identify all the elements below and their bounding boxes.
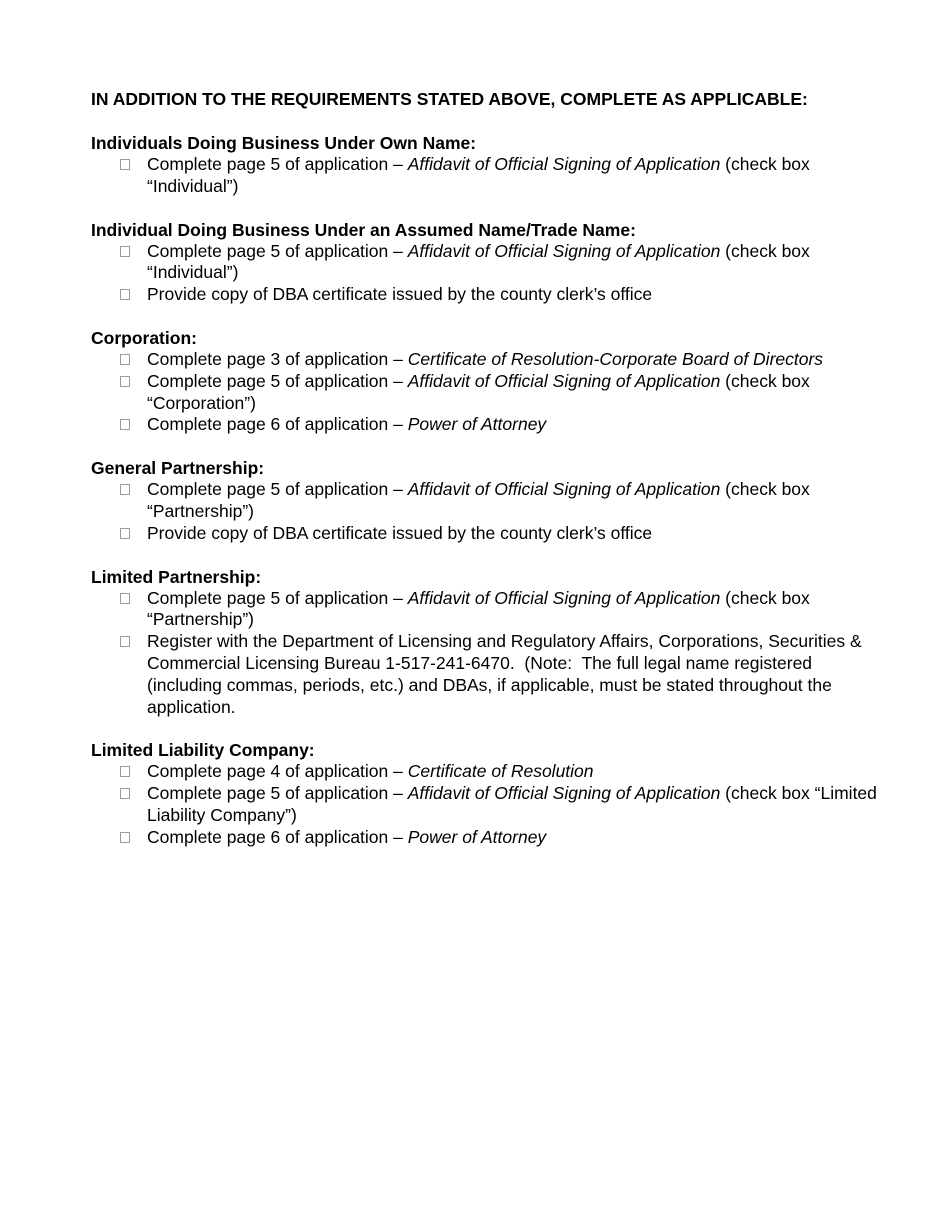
checkbox-icon[interactable] — [120, 528, 130, 539]
item-note: (check box “Limited Liability Company”) — [147, 783, 877, 825]
section — [91, 132, 891, 198]
checkbox-icon[interactable] — [120, 419, 130, 430]
checklist — [91, 479, 891, 544]
checkbox-icon[interactable] — [120, 593, 130, 604]
checkbox-icon[interactable] — [120, 246, 130, 257]
checkbox-icon[interactable] — [120, 159, 130, 170]
item-form-title: Affidavit of Official Signing of Application — [407, 783, 721, 804]
item-text: Complete page 5 of application – — [147, 370, 408, 391]
item-text: Complete page 5 of application – — [147, 240, 408, 261]
checklist-item — [91, 523, 891, 545]
item-text: Complete page 6 of application – — [147, 826, 408, 847]
section — [91, 457, 891, 544]
checkbox-icon[interactable] — [120, 289, 130, 300]
item-note: (check box “Partnership”) — [147, 479, 810, 521]
item-text: Provide copy of DBA certificate issued by the county clerk’s office — [147, 522, 653, 543]
checklist — [91, 241, 891, 306]
item-note: (check box “Individual”) — [147, 154, 810, 196]
section — [91, 327, 891, 436]
checklist-item — [91, 783, 891, 827]
checklist-item — [91, 371, 891, 415]
item-text: Complete page 5 of application – — [147, 479, 408, 500]
section — [91, 219, 891, 306]
checklist-item — [91, 827, 891, 849]
item-form-title: Certificate of Resolution — [407, 761, 594, 782]
checklist — [91, 349, 891, 436]
item-text: Complete page 5 of application – — [147, 587, 408, 608]
item-text: Register with the Department of Licensing and Regulatory Affairs, Corporations, Securities & Commercial Licensing Bureau 1-517-241-6470. (Note: The full legal name registered (including commas, periods, etc.) and DBAs, if applicable, must be stated throughout the application. — [147, 631, 862, 717]
checklist-item — [91, 414, 891, 436]
item-text: Complete page 5 of application – — [147, 783, 408, 804]
checklist — [91, 761, 891, 848]
section-title: Limited Liability Company: — [91, 740, 315, 761]
item-form-title: Affidavit of Official Signing of Application — [407, 370, 721, 391]
section-title: General Partnership: — [91, 458, 265, 479]
section-title: Individuals Doing Business Under Own Name: — [91, 133, 477, 153]
checklist-item — [91, 631, 891, 718]
item-text: Complete page 3 of application – — [147, 348, 408, 369]
item-text: Complete page 5 of application – — [147, 154, 408, 174]
checkbox-icon[interactable] — [120, 766, 130, 777]
item-note: (check box “Individual”) — [147, 240, 810, 283]
checkbox-icon[interactable] — [120, 636, 130, 647]
checkbox-icon[interactable] — [120, 788, 130, 799]
checklist — [91, 588, 891, 719]
item-form-title: Affidavit of Official Signing of Application — [407, 154, 721, 174]
checkbox-icon[interactable] — [120, 354, 130, 365]
item-text: Complete page 4 of application – — [147, 761, 408, 782]
item-form-title: Affidavit of Official Signing of Application — [407, 587, 721, 608]
checkbox-icon[interactable] — [120, 376, 130, 387]
section-title: Individual Doing Business Under an Assumed Name/Trade Name: — [91, 219, 636, 240]
checklist-item — [91, 154, 891, 198]
checklist-item — [91, 588, 891, 632]
section — [91, 566, 891, 719]
checkbox-icon[interactable] — [120, 484, 130, 495]
item-form-title: Certificate of Resolution-Corporate Board of Directors — [407, 348, 824, 369]
section-title: Limited Partnership: — [91, 566, 262, 587]
item-form-title: Affidavit of Official Signing of Application — [407, 240, 721, 261]
checklist-item — [91, 479, 891, 523]
checklist-item — [91, 284, 891, 306]
item-form-title: Power of Attorney — [407, 414, 547, 435]
item-note: (check box “Partnership”) — [147, 587, 810, 630]
item-text: Complete page 6 of application – — [147, 414, 408, 435]
checklist-item — [91, 761, 891, 783]
checklist-item — [91, 241, 891, 285]
requirements-sections — [91, 132, 891, 849]
item-form-title: Power of Attorney — [407, 826, 547, 847]
section-title: Corporation: — [91, 327, 197, 348]
section — [91, 739, 891, 848]
item-form-title: Affidavit of Official Signing of Application — [407, 479, 721, 500]
page-heading: IN ADDITION TO THE REQUIREMENTS STATED ABOVE, COMPLETE AS APPLICABLE: — [91, 89, 808, 109]
item-text: Provide copy of DBA certificate issued by the county clerk’s office — [147, 284, 653, 305]
checkbox-icon[interactable] — [120, 832, 130, 843]
checklist-item — [91, 349, 891, 371]
item-note: (check box “Corporation”) — [147, 370, 810, 413]
checklist — [91, 154, 891, 198]
document-page — [91, 88, 891, 870]
